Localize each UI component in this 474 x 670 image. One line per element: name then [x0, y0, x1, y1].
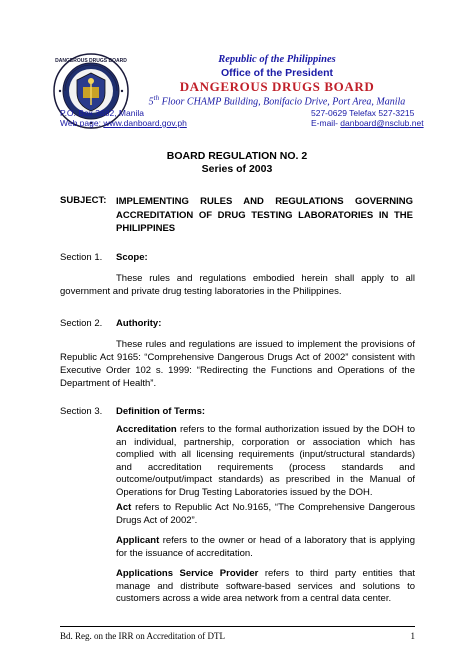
- footer-page-number: 1: [410, 631, 415, 641]
- subject-label: SUBJECT:: [60, 195, 107, 206]
- web-link[interactable]: www.danboard.gov.ph: [103, 118, 187, 128]
- header-address: [140, 94, 414, 107]
- definition-accreditation: [116, 424, 415, 500]
- section-1-text: These rules and regulations embodied herein shall apply to all government and private drug testing laboratories in the Philippines.: [60, 273, 415, 297]
- definition-text: refers to Republic Act No.9165, “The Comprehensive Dangerous Drugs Act of 2002”.: [116, 502, 415, 526]
- header-board-name: DANGEROUS DRUGS BOARD: [179, 79, 375, 94]
- email-line: [311, 118, 424, 128]
- subject-text: IMPLEMENTING RULES AND REGULATIONS GOVERNING ACCREDITATION OF DRUG TESTING LABORATORIES IN THE PHILIPPINES: [116, 196, 413, 234]
- section-1-body: [60, 272, 415, 298]
- section-1-title: Scope:: [116, 252, 148, 263]
- section-3-number: Section 3.: [60, 406, 103, 417]
- definition-applications-service-provider: [116, 568, 415, 606]
- header-republic: Republic of the Philippines: [218, 54, 336, 65]
- section-2-body: [60, 338, 415, 390]
- po-box: P.O. Box 3682, Manila: [60, 108, 144, 118]
- regulation-title: BOARD REGULATION NO. 2: [166, 150, 308, 162]
- footer-document-title: Bd. Reg. on the IRR on Accreditation of DTL: [60, 631, 225, 641]
- definition-term: Act: [116, 502, 132, 513]
- definition-text: refers to the formal authorization issued by the DOH to an individual, partnership, corporation or association which has complied with all licensing requirements (input/structural standards) and accreditation requirements (process standards and outcome/output/impact standards) as prescribed in the Manual of Operations for Drug Testing Laboratories issued by the DOH.: [116, 424, 415, 498]
- address-text: Floor CHAMP Building, Bonifacio Drive, Port Area, Manila: [159, 96, 406, 108]
- web-label: Web page:: [60, 118, 104, 128]
- seal-text: DANGEROUS DRUGS BOARD: [55, 58, 127, 64]
- definition-act: [116, 502, 415, 527]
- web-page-line: [60, 118, 187, 128]
- definition-term: Accreditation: [116, 424, 177, 435]
- definition-text: refers to the owner or head of a laboratory that is applying for the issuance of accreditation.: [116, 535, 415, 559]
- regulation-series: Series of 2003: [201, 163, 273, 175]
- section-2-text: These rules and regulations are issued to implement the provisions of Republic Act 9165: “Comprehensive Dangerous Drugs Act of 2002” consistent with Executive Order 102 s. 1999: “Redirecting the Functions and Operations of the Department of Health”.: [60, 339, 415, 389]
- section-3-title: Definition of Terms:: [116, 406, 206, 417]
- definition-term: Applicant: [116, 535, 160, 546]
- floor-number: 5: [148, 96, 154, 108]
- header-office: Office of the President: [220, 67, 334, 79]
- section-1-number: Section 1.: [60, 252, 103, 263]
- footer-divider: [60, 626, 415, 627]
- email-link[interactable]: danboard@nsclub.net: [340, 118, 424, 128]
- floor-ordinal: th: [153, 94, 160, 102]
- section-2-title: Authority:: [116, 318, 162, 329]
- phone-fax: 527-0629 Telefax 527-3215: [311, 108, 415, 118]
- definition-text: refers to third party entities that manage and distribute software-based services and solutions to customers across a wide area network from a central data center.: [116, 568, 415, 605]
- definition-term: Applications Service Provider: [116, 568, 259, 579]
- email-label: E-mail-: [311, 118, 341, 128]
- section-2-number: Section 2.: [60, 318, 103, 329]
- definition-applicant: [116, 535, 415, 560]
